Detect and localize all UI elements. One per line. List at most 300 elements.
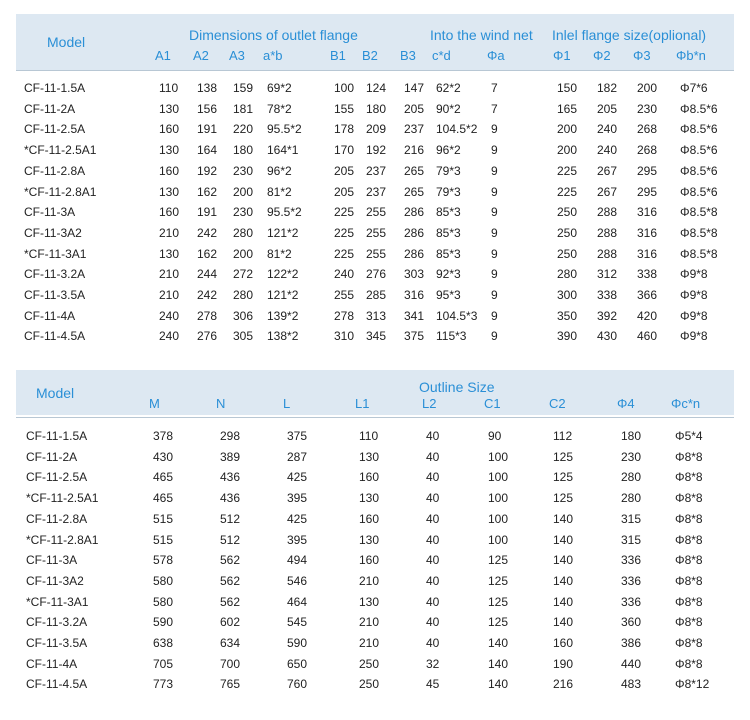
value-cell: 286	[404, 225, 425, 240]
value-cell: 124	[366, 81, 387, 95]
value-cell: 96*2	[267, 163, 292, 178]
value-cell: 9	[491, 122, 498, 137]
value-cell: 255	[366, 246, 387, 261]
value-cell: 244	[197, 267, 218, 282]
value-cell: 9	[491, 308, 498, 323]
value-cell: 425	[287, 511, 308, 526]
value-cell: 45	[426, 677, 440, 692]
table-row	[16, 674, 734, 694]
value-cell: 312	[597, 267, 618, 282]
model-cell: *CF-11-2.8A1	[26, 532, 99, 547]
model-cell: CF-11-2.5A	[24, 122, 86, 137]
table2-header	[16, 370, 734, 415]
value-cell: 350	[557, 308, 578, 323]
value-cell: 590	[287, 636, 308, 650]
model-cell: CF-11-3A2	[26, 573, 84, 588]
value-cell: 760	[287, 677, 308, 692]
value-cell: 140	[488, 636, 509, 650]
value-cell: 138*2	[267, 329, 299, 344]
value-cell: 210	[359, 573, 380, 588]
value-cell: 225	[334, 225, 355, 240]
value-cell: 267	[597, 184, 618, 199]
column-header: L	[283, 396, 291, 411]
value-cell: 242	[197, 225, 218, 240]
value-cell: 602	[220, 615, 241, 630]
value-cell: 255	[334, 288, 355, 302]
value-cell: 40	[426, 429, 440, 443]
column-header: Φ4	[617, 396, 635, 411]
model-cell: CF-11-4A	[24, 308, 76, 323]
value-cell: Φ8.5*8	[680, 246, 718, 261]
value-cell: 164*1	[267, 143, 299, 158]
value-cell: 125	[488, 615, 509, 630]
value-cell: 192	[197, 163, 218, 178]
value-cell: 465	[153, 470, 174, 485]
table-row	[16, 633, 734, 653]
value-cell: 255	[366, 225, 387, 240]
value-cell: 160	[359, 511, 380, 526]
value-cell: 303	[404, 267, 425, 282]
value-cell: 209	[366, 122, 387, 137]
value-cell: 205	[334, 184, 355, 199]
table1-inlet-group-label: Inlel flange size(oplional)	[552, 27, 707, 43]
value-cell: 9	[491, 184, 498, 199]
value-cell: 160	[359, 553, 380, 568]
value-cell: 389	[220, 449, 241, 464]
value-cell: 278	[197, 308, 218, 323]
value-cell: Φ8*8	[675, 656, 703, 671]
value-cell: 237	[366, 163, 387, 178]
column-header: L1	[355, 396, 370, 411]
value-cell: 237	[366, 184, 387, 199]
column-header: c*d	[432, 48, 451, 63]
value-cell: 112	[553, 429, 573, 443]
value-cell: 773	[153, 677, 174, 692]
value-cell: 650	[287, 656, 308, 671]
table-row	[16, 202, 734, 222]
value-cell: 562	[220, 594, 241, 609]
value-cell: 200	[637, 81, 658, 95]
value-cell: 285	[366, 288, 387, 302]
value-cell: 216	[553, 677, 574, 692]
value-cell: 286	[404, 205, 425, 220]
value-cell: 310	[334, 329, 355, 344]
value-cell: 9	[491, 267, 498, 282]
value-cell: 276	[197, 329, 218, 344]
value-cell: 130	[359, 532, 380, 547]
value-cell: Φ8*8	[675, 594, 703, 609]
value-cell: 125	[553, 470, 574, 485]
table-row	[16, 654, 734, 674]
value-cell: 9	[491, 225, 498, 240]
value-cell: 425	[287, 470, 308, 485]
value-cell: 316	[404, 288, 425, 302]
value-cell: 240	[159, 329, 180, 344]
value-cell: 140	[488, 677, 509, 692]
column-header: B1	[330, 48, 346, 63]
table1-wind-group-label: Into the wind net	[430, 27, 533, 43]
value-cell: 125	[488, 573, 509, 588]
value-cell: 430	[153, 449, 174, 464]
value-cell: 190	[553, 656, 574, 671]
model-cell: *CF-11-3A1	[24, 246, 87, 261]
value-cell: 40	[426, 470, 440, 485]
value-cell: Φ5*4	[675, 429, 703, 443]
value-cell: 580	[153, 594, 174, 609]
value-cell: 140	[553, 594, 574, 609]
table-row	[16, 78, 734, 98]
value-cell: 160	[553, 636, 574, 650]
value-cell: 280	[621, 491, 642, 506]
value-cell: 95.5*2	[267, 205, 302, 220]
value-cell: 104.5*3	[436, 308, 478, 323]
value-cell: 210	[159, 267, 180, 282]
model-cell: CF-11-1.5A	[26, 429, 88, 443]
value-cell: 286	[404, 246, 425, 261]
value-cell: 280	[621, 470, 642, 485]
model-cell: *CF-11-3A1	[26, 594, 89, 609]
value-cell: 436	[220, 491, 241, 506]
value-cell: 313	[366, 308, 387, 323]
value-cell: 130	[359, 449, 380, 464]
column-header: N	[216, 396, 226, 411]
value-cell: 40	[426, 573, 440, 588]
table-row	[16, 99, 734, 119]
value-cell: 9	[491, 329, 498, 344]
value-cell: 220	[233, 122, 254, 137]
value-cell: 276	[366, 267, 387, 282]
column-header: Φc*n	[671, 396, 701, 411]
value-cell: 9	[491, 143, 498, 158]
value-cell: 205	[334, 163, 355, 178]
value-cell: 7	[491, 101, 498, 116]
value-cell: 240	[334, 267, 355, 282]
value-cell: 100	[488, 511, 509, 526]
value-cell: 464	[287, 594, 308, 609]
value-cell: 483	[621, 677, 642, 692]
value-cell: Φ8*8	[675, 636, 703, 650]
model-cell: CF-11-2.5A	[26, 470, 88, 485]
value-cell: 375	[287, 429, 308, 443]
model-cell: CF-11-2A	[26, 449, 78, 464]
value-cell: 295	[637, 163, 658, 178]
column-header: Φa	[487, 48, 505, 63]
value-cell: 300	[557, 288, 578, 302]
value-cell: 268	[637, 143, 658, 158]
value-cell: 705	[153, 656, 174, 671]
value-cell: 230	[233, 205, 254, 220]
value-cell: 130	[159, 101, 180, 116]
table2-model-label: Model	[36, 385, 75, 401]
table-row	[16, 119, 734, 139]
value-cell: 267	[597, 163, 618, 178]
model-cell: CF-11-3A	[24, 205, 76, 220]
value-cell: 191	[197, 205, 218, 220]
table1-header	[16, 14, 734, 70]
value-cell: 40	[426, 615, 440, 630]
value-cell: 280	[233, 225, 254, 240]
value-cell: 130	[159, 246, 180, 261]
value-cell: 578	[153, 553, 174, 568]
value-cell: Φ8*8	[675, 511, 703, 526]
model-cell: CF-11-3.5A	[24, 288, 86, 302]
value-cell: 338	[597, 288, 618, 302]
value-cell: 79*3	[436, 184, 461, 199]
value-cell: 90	[488, 429, 502, 443]
column-header: M	[149, 396, 160, 411]
value-cell: 638	[153, 636, 174, 650]
value-cell: 156	[197, 101, 218, 116]
column-header: A3	[229, 48, 245, 63]
value-cell: 240	[597, 122, 618, 137]
model-cell: *CF-11-2.8A1	[24, 184, 97, 199]
value-cell: 210	[359, 636, 380, 650]
value-cell: 9	[491, 163, 498, 178]
model-cell: CF-11-2A	[24, 101, 76, 116]
value-cell: 210	[159, 288, 180, 302]
value-cell: 200	[233, 246, 254, 261]
table-row	[16, 447, 734, 467]
value-cell: 170	[334, 143, 355, 158]
column-header: L2	[422, 396, 437, 411]
value-cell: 634	[220, 636, 241, 650]
value-cell: 268	[637, 122, 658, 137]
value-cell: 85*3	[436, 205, 461, 220]
value-cell: 265	[404, 184, 425, 199]
value-cell: 180	[366, 101, 387, 116]
value-cell: 765	[220, 677, 241, 692]
value-cell: 280	[557, 267, 578, 282]
value-cell: Φ8.5*6	[680, 163, 718, 178]
value-cell: 272	[233, 267, 254, 282]
model-cell: CF-11-3A	[26, 553, 78, 568]
value-cell: 430	[597, 329, 618, 344]
value-cell: 210	[159, 225, 180, 240]
value-cell: 288	[597, 205, 618, 220]
value-cell: 85*3	[436, 246, 461, 261]
value-cell: 436	[220, 470, 241, 485]
value-cell: 40	[426, 511, 440, 526]
value-cell: 140	[553, 615, 574, 630]
table-row	[16, 550, 734, 570]
value-cell: 465	[153, 491, 174, 506]
value-cell: 178	[334, 122, 355, 137]
value-cell: 580	[153, 573, 174, 588]
value-cell: 100	[488, 449, 509, 464]
table-row	[16, 140, 734, 160]
value-cell: 159	[233, 81, 254, 95]
value-cell: Φ8.5*6	[680, 143, 718, 158]
model-cell: CF-11-4.5A	[24, 329, 86, 344]
value-cell: 545	[287, 615, 308, 630]
value-cell: 338	[637, 267, 658, 282]
value-cell: 92*3	[436, 267, 461, 282]
value-cell: 287	[287, 449, 308, 464]
value-cell: 512	[220, 511, 241, 526]
column-header: A2	[193, 48, 209, 63]
value-cell: 96*2	[436, 143, 461, 158]
value-cell: 9	[491, 246, 498, 261]
value-cell: Φ8*8	[675, 470, 703, 485]
value-cell: 100	[488, 491, 509, 506]
value-cell: 515	[153, 511, 174, 526]
value-cell: 378	[153, 429, 174, 443]
value-cell: 125	[488, 553, 509, 568]
value-cell: 242	[197, 288, 218, 302]
value-cell: 546	[287, 573, 308, 588]
value-cell: 375	[404, 329, 425, 344]
value-cell: 250	[557, 225, 578, 240]
value-cell: 386	[621, 636, 642, 650]
value-cell: 336	[621, 573, 642, 588]
value-cell: 138	[197, 81, 218, 95]
value-cell: 230	[621, 449, 642, 464]
value-cell: 237	[404, 122, 425, 137]
value-cell: 140	[553, 511, 574, 526]
value-cell: 40	[426, 594, 440, 609]
value-cell: 288	[597, 225, 618, 240]
table-row	[16, 592, 734, 612]
table2-outline-group-label: Outline Size	[419, 379, 495, 395]
table-row	[16, 161, 734, 181]
value-cell: Φ9*8	[680, 267, 708, 282]
value-cell: Φ8.5*8	[680, 225, 718, 240]
value-cell: Φ8*8	[675, 615, 703, 630]
value-cell: 360	[621, 615, 642, 630]
table-row	[16, 488, 734, 508]
table1-divider	[16, 70, 734, 71]
value-cell: 515	[153, 532, 174, 547]
value-cell: 180	[621, 429, 642, 443]
value-cell: 562	[220, 573, 241, 588]
value-cell: 100	[488, 532, 509, 547]
value-cell: 130	[159, 184, 180, 199]
value-cell: 562	[220, 553, 241, 568]
value-cell: Φ7*6	[680, 81, 708, 95]
model-cell: CF-11-3.5A	[26, 636, 88, 650]
model-cell: CF-11-2.8A	[26, 511, 88, 526]
value-cell: 150	[557, 81, 578, 95]
value-cell: 182	[597, 81, 618, 95]
value-cell: 85*3	[436, 225, 461, 240]
value-cell: 305	[233, 329, 254, 344]
value-cell: 125	[553, 491, 574, 506]
column-header: Φ3	[633, 48, 651, 63]
table2-divider	[16, 417, 734, 418]
table-row	[16, 467, 734, 487]
value-cell: 315	[621, 511, 642, 526]
value-cell: 160	[159, 205, 180, 220]
value-cell: 181	[233, 101, 254, 116]
value-cell: Φ9*8	[680, 308, 708, 323]
value-cell: 40	[426, 553, 440, 568]
value-cell: 460	[637, 329, 658, 344]
value-cell: 95.5*2	[267, 122, 302, 137]
model-cell: CF-11-1.5A	[24, 81, 86, 95]
value-cell: 147	[404, 81, 425, 95]
value-cell: 160	[159, 122, 180, 137]
table-row	[16, 612, 734, 632]
value-cell: 288	[597, 246, 618, 261]
value-cell: 125	[488, 594, 509, 609]
value-cell: 40	[426, 532, 440, 547]
model-cell: *CF-11-2.5A1	[26, 491, 99, 506]
value-cell: 230	[637, 101, 658, 116]
value-cell: Φ9*8	[680, 288, 708, 302]
column-header: Φ2	[593, 48, 611, 63]
table1-model-label: Model	[47, 34, 86, 50]
model-cell: CF-11-3.2A	[24, 267, 86, 282]
value-cell: 110	[159, 81, 179, 95]
value-cell: 79*3	[436, 163, 461, 178]
value-cell: 140	[553, 532, 574, 547]
value-cell: 700	[220, 656, 241, 671]
value-cell: 336	[621, 553, 642, 568]
model-cell: *CF-11-2.5A1	[24, 143, 97, 158]
value-cell: 125	[553, 449, 574, 464]
value-cell: 316	[637, 246, 658, 261]
value-cell: Φ9*8	[680, 329, 708, 344]
value-cell: 140	[553, 553, 574, 568]
value-cell: 390	[557, 329, 578, 344]
column-header: a*b	[263, 48, 283, 63]
value-cell: 130	[359, 491, 380, 506]
value-cell: 316	[637, 205, 658, 220]
value-cell: 230	[233, 163, 254, 178]
value-cell: 130	[359, 594, 380, 609]
value-cell: 512	[220, 532, 241, 547]
model-cell: CF-11-3A2	[24, 225, 82, 240]
value-cell: 140	[553, 573, 574, 588]
value-cell: 210	[359, 615, 380, 630]
model-cell: CF-11-3.2A	[26, 615, 88, 630]
value-cell: 165	[557, 101, 578, 116]
table-row	[16, 264, 734, 284]
value-cell: 395	[287, 491, 308, 506]
value-cell: 90*2	[436, 101, 461, 116]
value-cell: 336	[621, 594, 642, 609]
value-cell: 200	[557, 143, 578, 158]
table-row	[16, 326, 734, 346]
value-cell: 95*3	[436, 288, 461, 302]
value-cell: 140	[488, 656, 509, 671]
value-cell: 280	[233, 288, 254, 302]
column-header: Φb*n	[676, 48, 706, 63]
value-cell: 306	[233, 308, 254, 323]
value-cell: Φ8*8	[675, 449, 703, 464]
value-cell: 32	[426, 656, 440, 671]
value-cell: 162	[197, 246, 218, 261]
value-cell: 121*2	[267, 225, 299, 240]
value-cell: Φ8*8	[675, 553, 703, 568]
value-cell: 160	[359, 470, 380, 485]
value-cell: 81*2	[267, 246, 292, 261]
value-cell: 164	[197, 143, 218, 158]
value-cell: 590	[153, 615, 174, 630]
value-cell: 225	[334, 205, 355, 220]
value-cell: 216	[404, 143, 425, 158]
table-row	[16, 244, 734, 264]
value-cell: Φ8.5*6	[680, 101, 718, 116]
value-cell: 180	[233, 143, 254, 158]
value-cell: 298	[220, 429, 241, 443]
column-header: Φ1	[553, 48, 571, 63]
model-cell: CF-11-2.8A	[24, 163, 86, 178]
value-cell: 225	[334, 246, 355, 261]
value-cell: 110	[359, 429, 379, 443]
value-cell: 115*3	[436, 329, 467, 344]
value-cell: 316	[637, 225, 658, 240]
